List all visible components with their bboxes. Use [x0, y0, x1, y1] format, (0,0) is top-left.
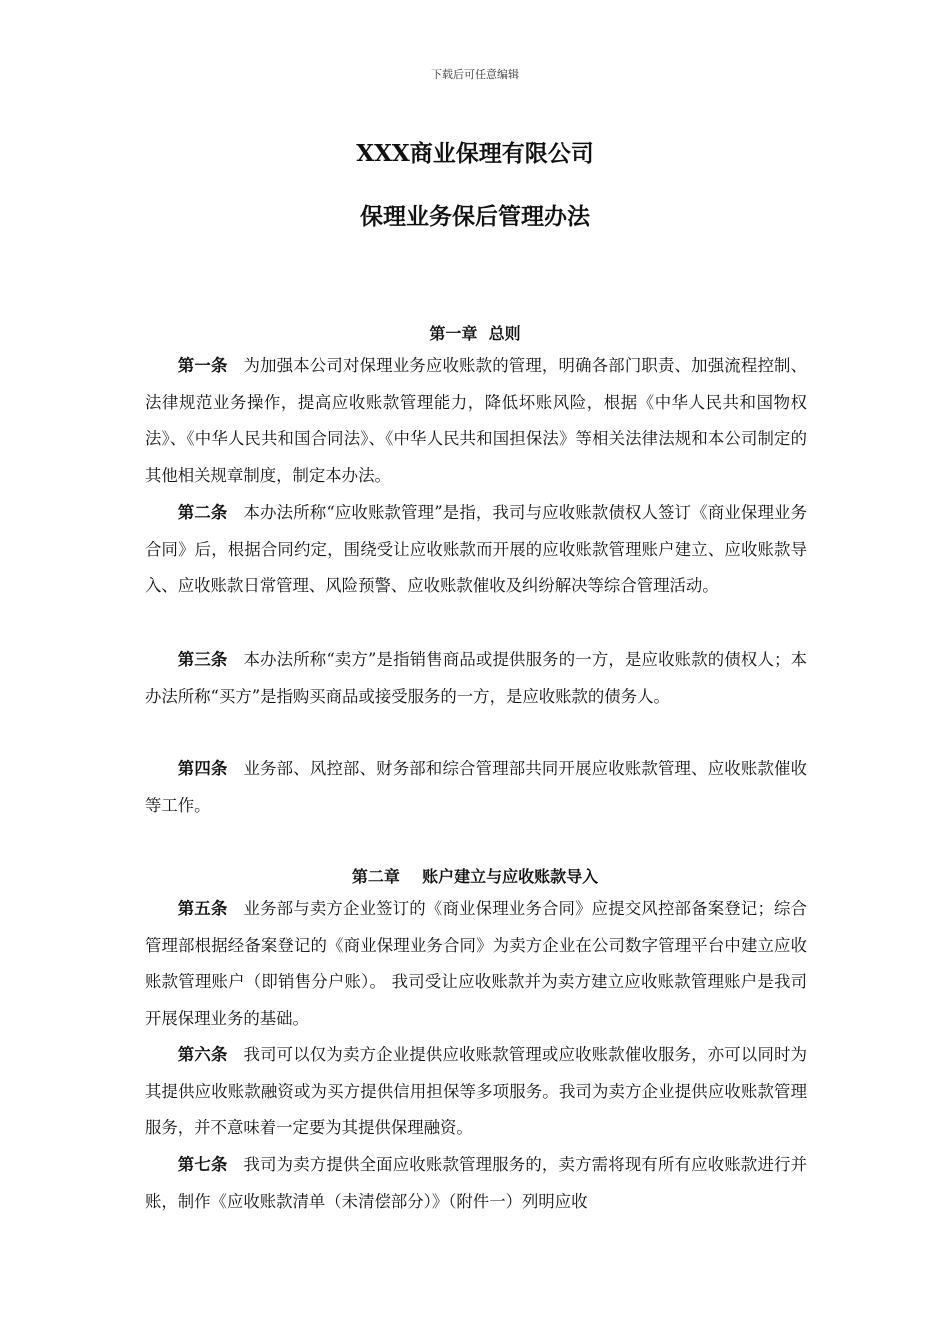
article-text: 本办法所称“应收账款管理”是指，我司与应收账款债权人签订《商业保理业务合同》后，根据合同约定，围绕受让应收账款而开展的应收账款管理账户建立、应收账款导入、应收账款日常管理、风险预警、应收账款催收及纠纷解决等综合管理活动。	[145, 503, 808, 595]
article-3	[145, 642, 807, 715]
article-text: 业务部、风控部、财务部和综合管理部共同开展应收账款管理、应收账款催收等工作。	[145, 759, 807, 815]
article-2	[145, 495, 807, 605]
article-text: 我司可以仅为卖方企业提供应收账款管理或应收账款催收服务，亦可以同时为其提供应收账款融资或为买方提供信用担保等多项服务。我司为卖方企业提供应收账款管理服务，并不意味着一定要为其提供保理融资。	[145, 1045, 807, 1137]
article-5	[145, 891, 807, 1037]
company-title: XXX商业保理有限公司	[356, 140, 594, 167]
article-label: 第七条	[177, 1155, 228, 1174]
chapter-2-title: 第二章 账户建立与应收账款导入	[351, 867, 599, 886]
article-label: 第六条	[177, 1045, 228, 1064]
article-1	[145, 348, 807, 494]
article-text: 我司为卖方提供全面应收账款管理服务的，卖方需将现有所有应收账款进行并账，制作《应收账款清单（未清偿部分）》（附件一）列明应收	[145, 1155, 807, 1211]
article-label: 第三条	[177, 650, 228, 669]
article-7	[145, 1147, 807, 1220]
article-label: 第五条	[177, 899, 228, 918]
article-6	[145, 1037, 807, 1147]
article-label: 第一条	[177, 356, 228, 375]
article-text: 业务部与卖方企业签订的《商业保理业务合同》应提交风控部备案登记；综合管理部根据经备案登记的《商业保理业务合同》为卖方企业在公司数字管理平台中建立应收账款管理账户（即销售分户账）。 我司受让应收账款并为卖方建立应收账款管理账户是我司开展保理业务的基础。	[145, 899, 807, 1028]
article-label: 第四条	[177, 759, 228, 778]
page-header: 下载后可任意编辑	[431, 68, 519, 81]
article-4	[145, 751, 807, 824]
document-title: 保理业务保后管理办法	[360, 203, 590, 230]
article-text: 本办法所称“卖方”是指销售商品或提供服务的一方，是应收账款的债权人；本办法所称“买方”是指购买商品或接受服务的一方，是应收账款的债务人。	[145, 650, 808, 706]
article-text: 为加强本公司对保理业务应收账款的管理，明确各部门职责、加强流程控制、法律规范业务操作，提高应收账款管理能力，降低坏账风险，根据《中华人民共和国物权法》、《中华人民共和国合同法》、《中华人民共和国担保法》等相关法律法规和本公司制定的其他相关规章制度，制定本办法。	[145, 356, 807, 485]
article-label: 第二条	[177, 503, 228, 522]
chapter-1-title: 第一章 总则	[429, 324, 521, 343]
